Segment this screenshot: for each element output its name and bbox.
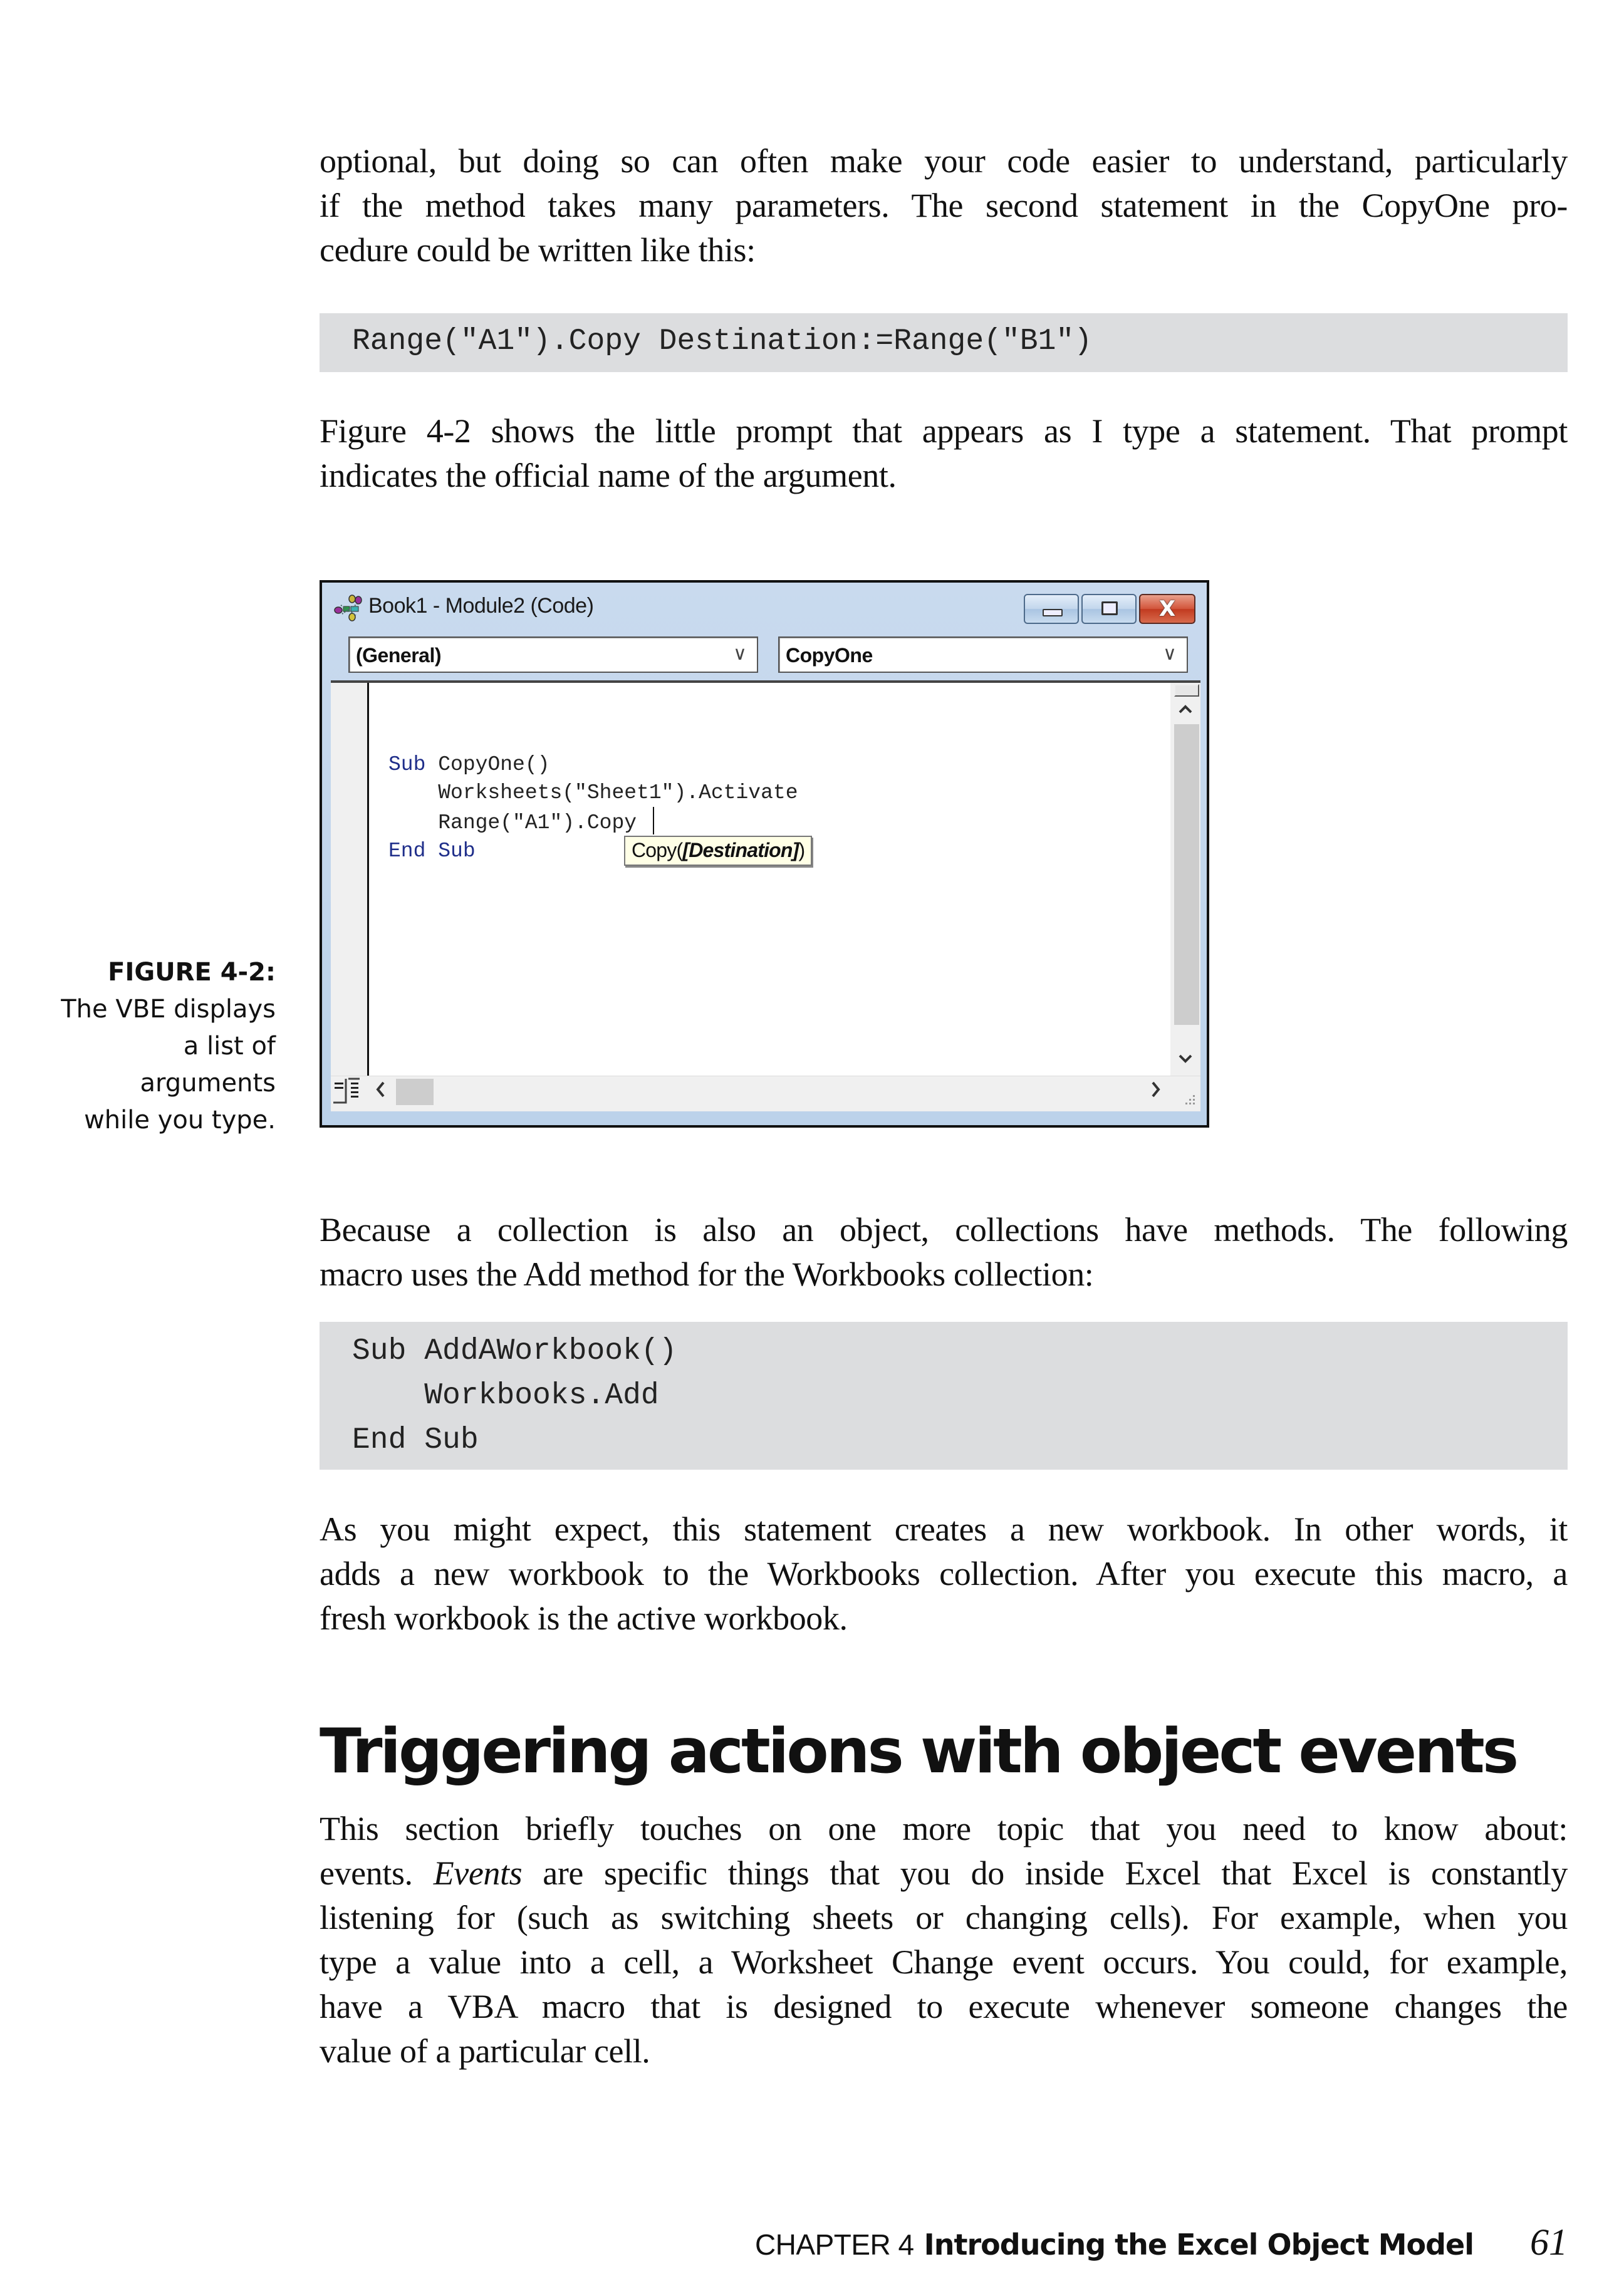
text-line: As you might expect, this statement creates a new workbook. In other words, it [320, 1510, 1568, 1548]
code-line: Worksheets("Sheet1").Activate [388, 781, 798, 804]
horizontal-scrollbar[interactable] [331, 1076, 1200, 1111]
close-icon: X [1158, 596, 1176, 621]
scroll-right-arrow-icon[interactable] [1150, 1080, 1162, 1104]
text-run: are specific things that you do inside Excel that Excel is constantly [522, 1854, 1568, 1892]
text-cursor [653, 807, 654, 834]
paragraph-intro [320, 139, 1568, 273]
procedure-view-icon [333, 1079, 346, 1103]
figure-caption [19, 954, 276, 1139]
view-mode-icons[interactable] [332, 1076, 373, 1108]
tooltip-method: Copy( [632, 839, 683, 861]
restore-button[interactable] [1081, 594, 1137, 624]
page-footer [755, 2221, 1568, 2271]
keyword: Sub [388, 753, 426, 776]
scroll-down-arrow-icon[interactable] [1170, 1047, 1200, 1073]
code-block-copy-destination [320, 313, 1568, 372]
scroll-left-arrow-icon[interactable] [375, 1080, 386, 1104]
text-line: adds a new workbook to the Workbooks collection. After you execute this macro, a [320, 1555, 1568, 1592]
text-line: This section briefly touches on one more topic that you need to know about: [320, 1810, 1568, 1847]
tooltip-close: ) [798, 839, 805, 861]
quick-info-tooltip [624, 836, 812, 866]
emphasized-term: Events [433, 1854, 523, 1892]
object-dropdown[interactable] [348, 636, 758, 673]
text-line: indicates the official name of the argument. [320, 457, 897, 494]
scroll-up-arrow-icon[interactable] [1170, 697, 1200, 722]
chapter-label: CHAPTER 4 [754, 2228, 914, 2261]
text-line: cedure could be written like this: [320, 231, 756, 269]
paragraph-add-explanation [320, 1507, 1568, 1641]
text-line: Because a collection is also an object, collections have methods. The following [320, 1211, 1568, 1249]
code-line: End Sub [352, 1423, 479, 1457]
window-title: Book1 - Module2 (Code) [368, 594, 594, 618]
paragraph-events [320, 1807, 1568, 2074]
caption-line: The VBE displays [61, 995, 276, 1024]
margin-indicator-bar[interactable] [331, 683, 369, 1076]
section-heading: Triggering actions with object events [320, 1716, 1517, 1787]
restore-icon [1101, 601, 1118, 615]
code-line: Sub AddAWorkbook() [352, 1334, 677, 1368]
window-titlebar[interactable] [322, 583, 1207, 629]
code-block-add-workbook [320, 1322, 1568, 1470]
figure-label: FIGURE 4-2: [108, 958, 276, 987]
text-run: events. [320, 1854, 434, 1892]
caption-line: a list of [183, 1032, 276, 1061]
vertical-scrollbar[interactable] [1170, 683, 1200, 1076]
text-line: fresh workbook is the active workbook. [320, 1599, 848, 1637]
chevron-down-icon: ∨ [1163, 643, 1177, 665]
code-token: CopyOne() [425, 753, 550, 776]
text-line: listening for (such as switching sheets or changing cells). For example, when you [320, 1899, 1568, 1936]
caption-line: arguments [140, 1069, 276, 1098]
text-line: optional, but doing so can often make your code easier to understand, particularly [320, 142, 1568, 180]
keyword: End Sub [388, 839, 476, 863]
paragraph-collection-methods [320, 1208, 1568, 1297]
code-line: Workbooks.Add [352, 1379, 659, 1413]
object-dropdown-value: (General) [356, 644, 441, 667]
text-line: Figure 4-2 shows the little prompt that appears as I type a statement. That prompt [320, 412, 1568, 450]
vbe-module-icon [333, 594, 363, 621]
resize-grip-icon[interactable] [1182, 1093, 1197, 1108]
caption-line: while you type. [84, 1106, 276, 1135]
split-bar-handle[interactable] [1174, 684, 1199, 697]
text-line: have a VBA macro that is designed to execute whenever someone changes the [320, 1988, 1568, 2025]
procedure-dropdown[interactable] [778, 636, 1188, 673]
horizontal-scroll-thumb[interactable] [396, 1079, 434, 1105]
code-line: Range("A1").Copy [388, 811, 649, 834]
tooltip-argument: [Destination] [682, 839, 799, 861]
minimize-button[interactable] [1024, 594, 1079, 624]
close-button[interactable] [1139, 594, 1195, 624]
vertical-scroll-thumb[interactable] [1174, 724, 1199, 1025]
text-line: type a value into a cell, a Worksheet Change event occurs. You could, for example, [320, 1943, 1568, 1981]
paragraph-figure-reference [320, 409, 1568, 498]
chapter-title: Introducing the Excel Object Model [924, 2228, 1474, 2262]
chevron-down-icon: ∨ [733, 643, 747, 665]
vbe-code-window [320, 580, 1209, 1128]
full-module-view-icon [348, 1079, 360, 1098]
text-line [320, 1851, 1568, 1896]
text-line: value of a particular cell. [320, 2032, 650, 2070]
text-line: if the method takes many parameters. The second statement in the CopyOne pro- [320, 187, 1568, 224]
text-line: macro uses the Add method for the Workbooks collection: [320, 1255, 1094, 1293]
code-editor[interactable] [331, 680, 1200, 1111]
page-number: 61 [1530, 2221, 1568, 2263]
code-line: Range("A1").Copy Destination:=Range("B1") [352, 325, 1092, 358]
minimize-icon [1043, 609, 1063, 616]
procedure-dropdown-value: CopyOne [786, 644, 873, 667]
